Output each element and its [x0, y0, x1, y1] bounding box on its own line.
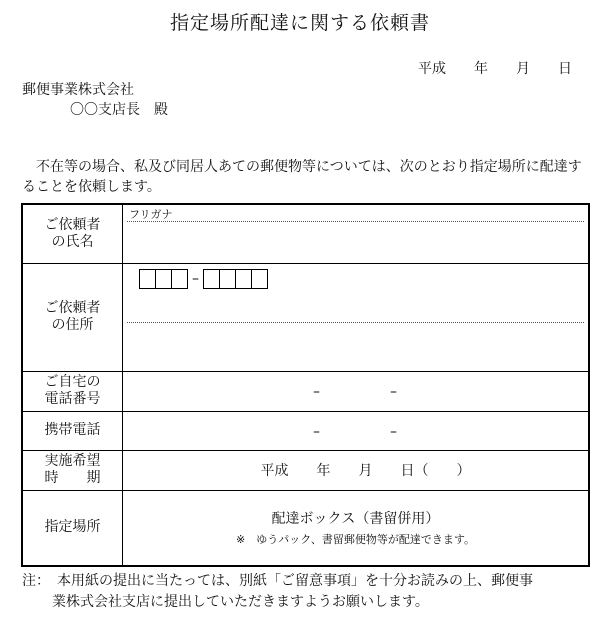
name-label [22, 204, 123, 263]
mobile-label-text: 携帯電話 [44, 422, 101, 438]
postal-code-separator: – [192, 270, 199, 287]
name-label-text: ご依頼者 の氏名 [44, 216, 101, 250]
home-phone-row [22, 371, 589, 411]
place-label-text: 指定場所 [44, 519, 101, 536]
furigana-dotted-line [127, 221, 584, 222]
period-field[interactable] [123, 450, 590, 490]
name-field[interactable] [123, 204, 590, 263]
address-field[interactable] [123, 263, 590, 371]
postal-code-first[interactable] [139, 269, 188, 289]
home-phone-label-text: ご自宅の 電話番号 [44, 374, 101, 407]
postal-code-second[interactable] [203, 269, 268, 289]
home-phone-value: – – [313, 384, 397, 400]
name-row [22, 204, 589, 263]
request-form-table [21, 203, 590, 567]
home-phone-label [22, 371, 123, 411]
footer-note [22, 571, 592, 613]
address-row [22, 263, 589, 371]
mobile-field[interactable] [123, 411, 590, 450]
date-line: 平成 年 月 日 [418, 61, 572, 77]
period-value: 平成 年 月 日（ ） [260, 463, 471, 479]
place-note: ※ ゆうパック、書留郵便物等が配達できます。 [236, 533, 475, 547]
addressee-company: 郵便事業株式会社 [22, 82, 134, 98]
period-row [22, 450, 589, 490]
postal-code [139, 269, 268, 289]
place-value: 配達ボックス（書留併用） [271, 511, 440, 528]
addressee-branch: 〇〇支店長 殿 [70, 102, 168, 118]
place-label [22, 490, 123, 566]
footer-line-2: 業株式会社支店に提出していただきますようお願いします。 [52, 594, 429, 610]
address-label-text: ご依頼者 の住所 [44, 300, 101, 333]
request-text: 不在等の場合、私及び同居人あての郵便物等については、次のとおり指定場所に配達することを依頼します。 [22, 159, 582, 195]
mobile-row [22, 411, 589, 450]
address-dotted-line [127, 322, 584, 323]
place-row [22, 490, 589, 566]
place-field [123, 490, 590, 566]
furigana-label: フリガナ [129, 208, 173, 221]
period-label-text: 実施希望 時 期 [44, 453, 101, 486]
mobile-value: – – [313, 423, 397, 440]
period-label [22, 450, 123, 490]
mobile-label [22, 411, 123, 450]
address-label [22, 263, 123, 371]
home-phone-field[interactable] [123, 371, 590, 411]
document-title: 指定場所配達に関する依頼書 [169, 12, 430, 34]
footer-line-1: 注： 本用紙の提出に当たっては、別紙「ご留意事項」を十分お読みの上、郵便事 [22, 573, 533, 589]
